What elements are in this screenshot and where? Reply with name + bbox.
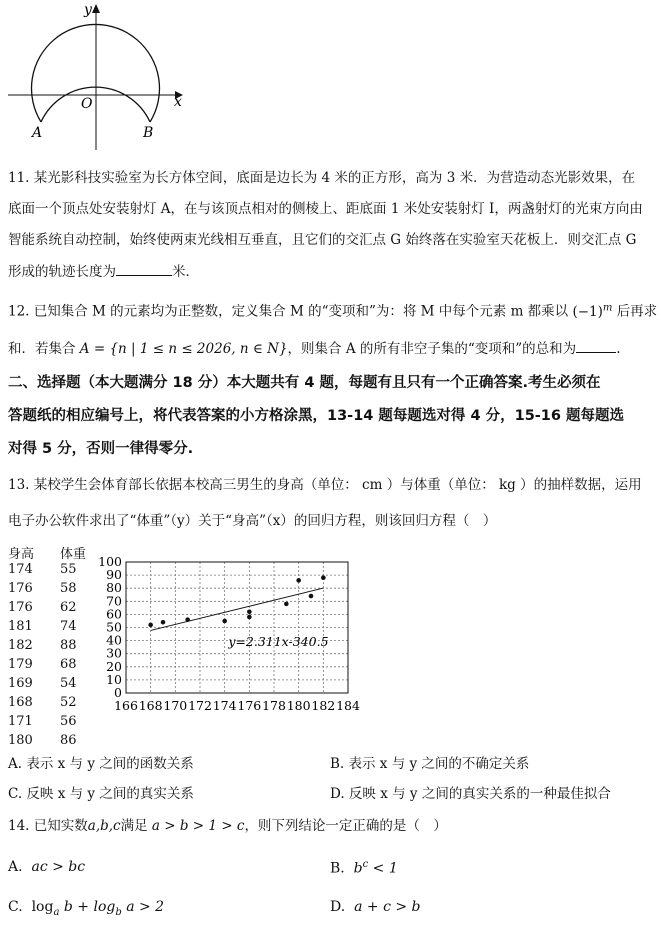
y-tick-label: 100 (98, 556, 122, 569)
geometry-figure (0, 0, 200, 150)
y-tick-label: 30 (106, 645, 122, 661)
x-tick-label: 166 (114, 698, 138, 713)
data-point (284, 602, 289, 607)
q14-stem: 14. 已知实数a,b,c满足 a > b > 1 > c，则下列结论一定正确的是（ ） (8, 818, 447, 834)
q12-line2-pre: 和．若集合 (8, 341, 76, 357)
q11-line1: 11. 某光影科技实验室为长方体空间，底面是边长为 4 米的正方形，高为 3 米．为营造动态光影效果，在 (8, 170, 636, 186)
q12-line1 (8, 298, 657, 322)
table-row: 176 62 (8, 600, 77, 615)
x-tick-label: 170 (163, 698, 188, 713)
q12-set-expr: A = {n | 1 ≤ n ≤ 2026, n ∈ N} (79, 341, 288, 357)
label-a: A (32, 125, 43, 141)
data-point (247, 615, 252, 620)
q11-line2: 底面一个顶点处安装射灯 A，在与该顶点相对的侧棱上、距底面 1 米处安装射灯 I，两盏射灯的光束方向由 (8, 201, 643, 217)
y-tick-label: 10 (106, 671, 122, 687)
regression-equation-label: y=2.311x-340.5 (228, 634, 329, 650)
y-axis-arrow-icon (92, 4, 100, 13)
q13-option-a[interactable]: A. 表示 x 与 y 之间的函数关系 (8, 756, 194, 772)
table-row: 182 88 (8, 638, 77, 653)
q11-line4 (8, 261, 199, 282)
x-tick-label: 184 (336, 698, 360, 713)
q12-power: $(-1)^m$ (572, 302, 613, 320)
x-tick-label: 180 (286, 698, 311, 713)
table-header-height: 身高 (8, 547, 35, 562)
data-point (321, 575, 326, 580)
q13-line2: 电子办公软件求出了“体重”（y）关于“身高”（x）的回归方程，则该回归方程（ ） (8, 513, 497, 529)
y-tick-label: 70 (106, 593, 122, 609)
scatter-chart (96, 556, 396, 716)
x-tick-label: 176 (237, 698, 262, 713)
table-row: 181 74 (8, 619, 77, 634)
q14-option-d[interactable]: D. a + c > b (330, 899, 421, 915)
table-row: 180 86 (8, 733, 77, 748)
q12-line2: 和．若集合 A = {n | 1 ≤ n ≤ 2026, n ∈ N}，则集合 A 的所有非空子集的“变项和”的总和为 . (8, 338, 620, 359)
label-y: y (84, 2, 92, 18)
table-header-weight: 体重 (60, 547, 87, 562)
x-tick-label: 168 (138, 698, 163, 713)
label-x: x (174, 94, 182, 110)
table-row: 171 56 (8, 714, 77, 729)
label-b: B (143, 125, 154, 141)
y-tick-label: 50 (106, 619, 122, 635)
q12-line1-post: 后再求 (616, 303, 658, 320)
q13-option-d[interactable]: D. 反映 x 与 y 之间的真实关系的一种最佳拟合 (330, 786, 611, 802)
section2-line3: 对得 5 分，否则一律得零分. (8, 441, 194, 457)
regression-line (151, 588, 324, 630)
data-point (185, 617, 190, 622)
data-point (247, 609, 252, 614)
y-tick-label: 60 (106, 606, 122, 622)
y-tick-label: 20 (106, 658, 122, 674)
answer-blank[interactable] (116, 261, 172, 276)
q14-condition: a > b > 1 > c (151, 818, 245, 834)
q11-line3: 智能系统自动控制，始终使两束光线相互垂直，且它们的交汇点 G 始终落在实验室天花板上．则交汇点 G (8, 232, 637, 248)
q14-option-b[interactable]: B. $b^c < 1$ (330, 859, 398, 877)
q11-line4-pre: 形成的轨迹长度为 (8, 264, 116, 280)
section2-line1: 二、选择题（本大题满分 18 分）本大题共有 4 题，每题有且只有一个正确答案.考生必须在 (8, 375, 601, 391)
x-tick-label: 174 (212, 698, 237, 713)
label-o: O (81, 96, 93, 112)
q12-line2-post: ，则集合 A 的所有非空子集的“变项和”的总和为 (287, 341, 577, 357)
q13-option-b[interactable]: B. 表示 x 与 y 之间的不确定关系 (330, 756, 530, 772)
y-tick-label: 0 (114, 685, 122, 700)
data-point (222, 619, 227, 624)
table-row: 174 55 (8, 562, 77, 577)
y-tick-label: 90 (106, 567, 122, 583)
y-tick-label: 80 (106, 580, 122, 596)
x-tick-label: 172 (188, 698, 212, 713)
q14-option-a[interactable]: A. ac > bc (8, 859, 86, 875)
table-row: 168 52 (8, 695, 77, 710)
q11-line4-post: 米． (172, 264, 199, 280)
data-point (148, 623, 153, 628)
answer-blank[interactable] (576, 338, 616, 353)
q14-option-c[interactable]: C. $\log_a b + \log_b a > 2$ (8, 899, 165, 918)
data-point (161, 620, 166, 625)
y-tick-label: 40 (106, 632, 122, 648)
q14-vars: a,b,c (87, 818, 121, 834)
q12-line1-pre: 12. 已知集合 M 的元素均为正整数，定义集合 M 的“变项和”为：将 M 中每个元素 m 都乘以 (8, 303, 569, 320)
q13-line1: 13. 某校学生会体育部长依据本校高三男生的身高（单位： cm ）与体重（单位： kg ）的抽样数据，运用 (8, 477, 642, 493)
table-header (8, 543, 98, 561)
data-point (296, 578, 301, 583)
section2-line2: 答题纸的相应编号上，将代表答案的小方格涂黑，13-14 题每题选对得 4 分，15-16 题每题选 (8, 408, 625, 424)
x-tick-label: 182 (311, 698, 336, 713)
data-point (309, 594, 314, 599)
table-row: 176 58 (8, 581, 77, 596)
x-tick-label: 178 (262, 698, 286, 713)
table-row: 169 54 (8, 676, 77, 691)
table-row: 179 68 (8, 657, 77, 672)
q13-option-c[interactable]: C. 反映 x 与 y 之间的真实关系 (8, 786, 194, 802)
